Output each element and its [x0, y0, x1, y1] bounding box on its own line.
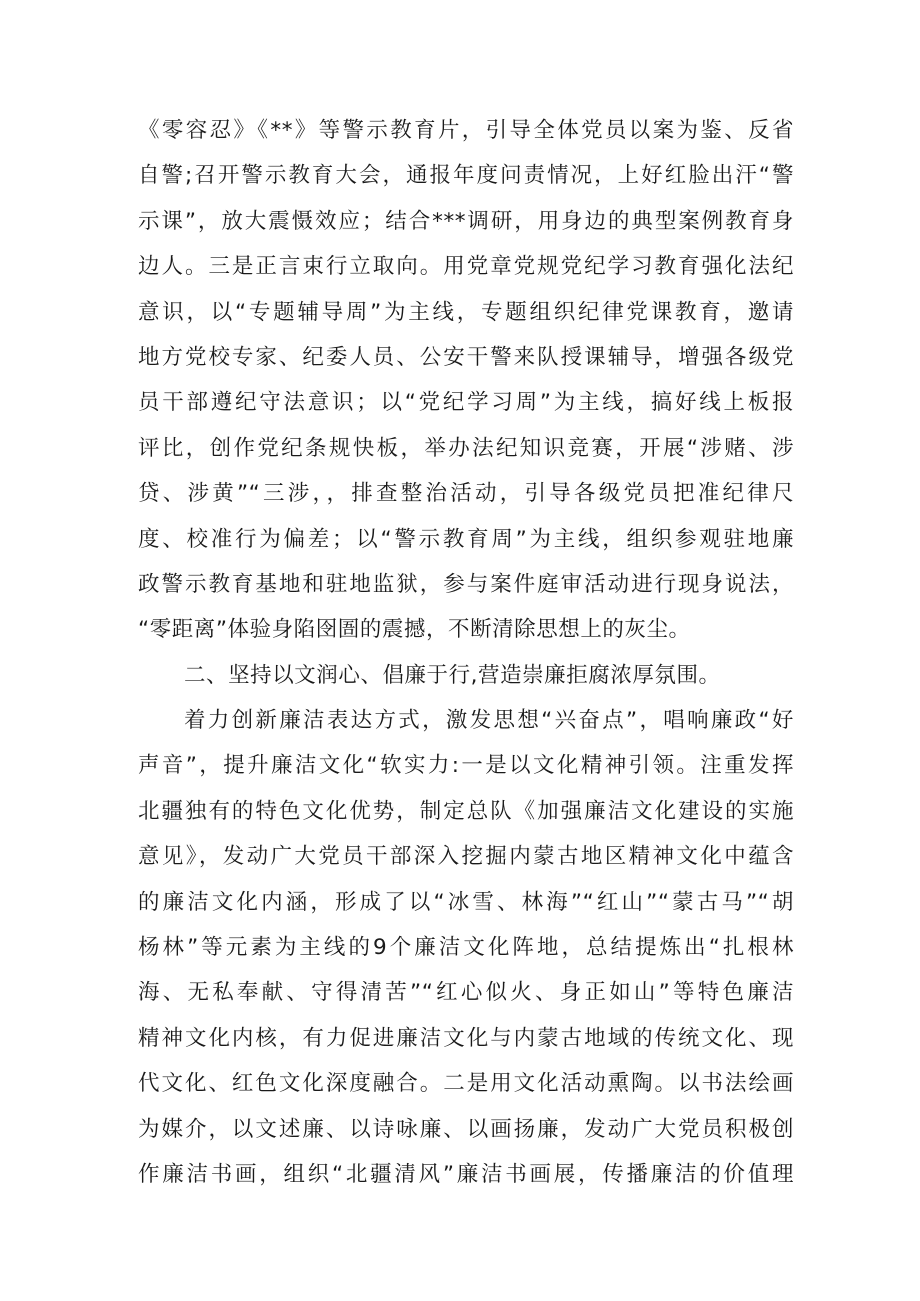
- body-line: 员干部遵纪守法意识；以“党纪学习周”为主线，搞好线上板报: [138, 390, 794, 416]
- body-line: 边人。三是正言束行立取向。用党章党规党纪学习教育强化法纪: [138, 254, 794, 280]
- body-line: 为媒介，以文述廉、以诗咏廉、以画扬廉，发动广大党员积极创: [138, 1116, 794, 1142]
- paragraph-first-line: 着力创新廉洁表达方式，激发思想“兴奋点”，唱响廉政“好: [184, 708, 794, 734]
- body-line: 地方党校专家、纪委人员、公安干警来队授课辅导，增强各级党: [138, 344, 794, 370]
- body-line: 作廉洁书画，组织“北疆清风”廉洁书画展，传播廉洁的价值理: [138, 1161, 794, 1187]
- body-line: 度、校准行为偏差；以“警示教育周”为主线，组织参观驻地廉: [138, 526, 794, 552]
- body-line: 声音”，提升廉洁文化“软实力:一是以文化精神引领。注重发挥: [138, 753, 794, 779]
- paragraph-end-line: “零距离”体验身陷囹圄的震撼，不断清除思想上的灰尘。: [138, 617, 691, 643]
- body-line: 精神文化内核，有力促进廉洁文化与内蒙古地域的传统文化、现: [138, 1025, 794, 1051]
- section-heading: 二、坚持以文润心、倡廉于行,营造崇廉拒腐浓厚氛围。: [184, 662, 721, 688]
- body-line: 《零容忍》《**》等警示教育片，引导全体党员以案为鉴、反省: [138, 118, 794, 143]
- document-body: [138, 108, 794, 1197]
- body-line: 意见》，发动广大党员干部深入挖掘内蒙古地区精神文化中蕴含: [138, 844, 794, 870]
- body-line: 杨林”等元素为主线的9个廉洁文化阵地，总结提炼出“扎根林: [138, 935, 794, 961]
- body-line: 的廉洁文化内涵，形成了以“冰雪、林海”“红山”“蒙古马”“胡: [138, 889, 794, 915]
- body-line: 评比，创作党纪条规快板，举办法纪知识竞赛，开展“涉赌、涉: [138, 435, 794, 461]
- body-line: 政警示教育基地和驻地监狱，参与案件庭审活动进行现身说法，: [138, 571, 794, 597]
- body-line: 代文化、红色文化深度融合。二是用文化活动熏陶。以书法绘画: [138, 1071, 794, 1097]
- body-line: 示课”，放大震慑效应；结合***调研，用身边的典型案例教育身: [138, 208, 794, 234]
- body-line: 意识，以“专题辅导周”为主线，专题组织纪律党课教育，邀请: [138, 299, 794, 325]
- body-line: 海、无私奉献、守得清苦”“红心似火、身正如山”等特色廉洁: [138, 980, 794, 1006]
- body-line: 贷、涉黄”“三涉，，排查整治活动，引导各级党员把准纪律尺: [138, 481, 794, 507]
- body-line: 北疆独有的特色文化优势，制定总队《加强廉洁文化建设的实施: [138, 798, 794, 824]
- body-line: 自警;召开警示教育大会，通报年度问责情况，上好红脸出汗“警: [138, 163, 794, 189]
